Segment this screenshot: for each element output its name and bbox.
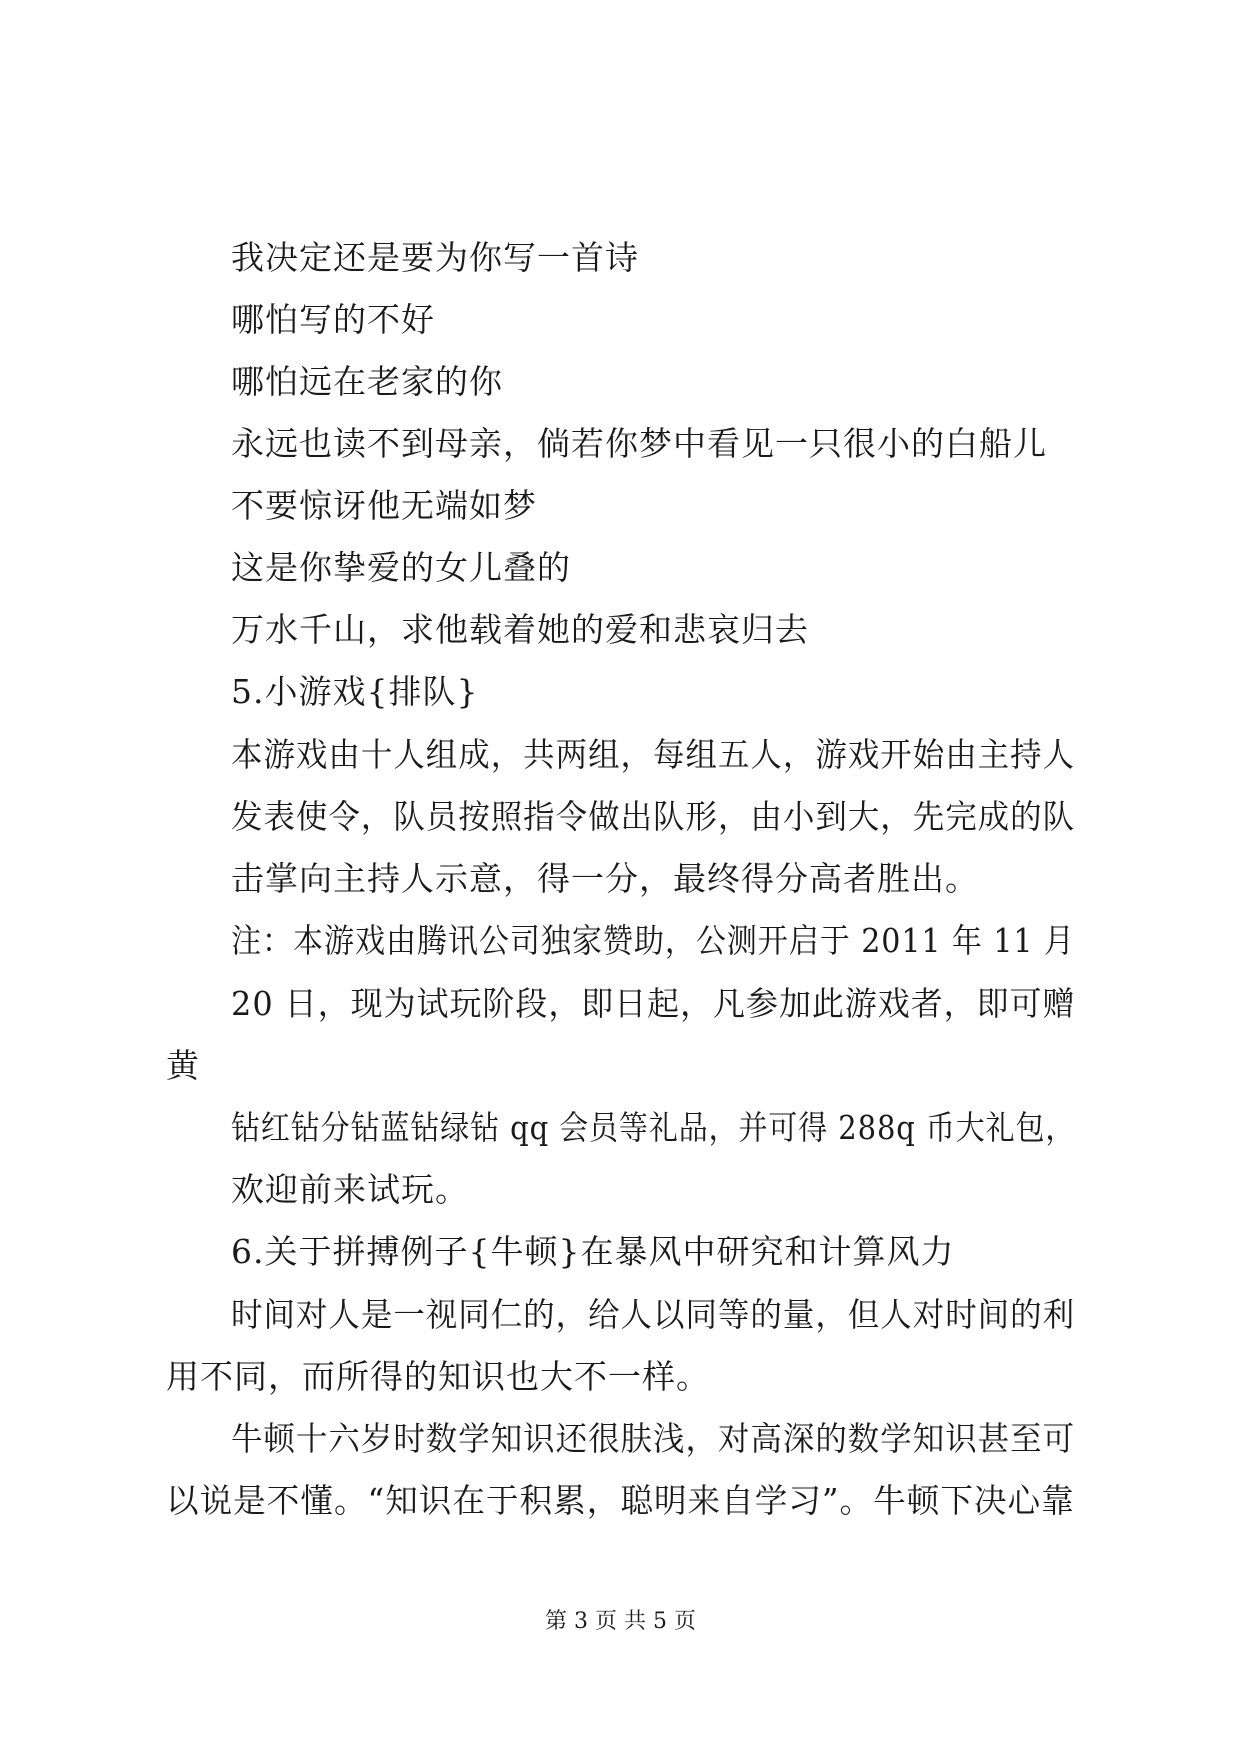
body-line: 万水千山，求他载着她的爱和悲哀归去	[231, 610, 809, 649]
body-line: 本游戏由十人组成，共两组，每组五人，游戏开始由主持人	[231, 735, 1076, 774]
section-heading: 5.小游戏{排队}	[231, 672, 479, 711]
body-line: 我决定还是要为你写一首诗	[231, 238, 639, 277]
page-number-footer: 第 3 页 共 5 页	[545, 1609, 696, 1634]
section-heading: 6.关于拼搏例子{牛顿}在暴风中研究和计算风力	[231, 1232, 955, 1271]
body-line: 这是你挚爱的女儿叠的	[231, 548, 571, 587]
body-line: 不要惊讶他无端如梦	[231, 486, 537, 525]
body-line: 永远也读不到母亲，倘若你梦中看见一只很小的白船儿	[231, 424, 1047, 463]
body-line: 以说是不懂。“知识在于积累，聪明来自学习”。牛顿下决心靠	[166, 1481, 1075, 1520]
body-line: 发表使令，队员按照指令做出队形，由小到大，先完成的队	[231, 797, 1076, 836]
body-line: 欢迎前来试玩。	[231, 1170, 469, 1209]
body-line: 注：本游戏由腾讯公司独家赞助，公测开启于 2011 年 11 月	[231, 921, 1075, 960]
body-line: 哪怕远在老家的你	[231, 362, 503, 401]
body-line: 钻红钻分钻蓝钻绿钻 qq 会员等礼品，并可得 288q 币大礼包，	[231, 1108, 1076, 1147]
body-line: 时间对人是一视同仁的，给人以同等的量，但人对时间的利	[231, 1295, 1076, 1334]
body-line: 20 日，现为试玩阶段，即日起，凡参加此游戏者，即可赠	[231, 984, 1076, 1023]
body-line: 哪怕写的不好	[231, 300, 435, 339]
body-line: 击掌向主持人示意，得一分，最终得分高者胜出。	[231, 859, 979, 898]
body-line: 黄	[166, 1046, 200, 1085]
body-line: 用不同，而所得的知识也大不一样。	[166, 1357, 710, 1396]
body-line: 牛顿十六岁时数学知识还很肤浅，对高深的数学知识甚至可	[231, 1419, 1076, 1458]
